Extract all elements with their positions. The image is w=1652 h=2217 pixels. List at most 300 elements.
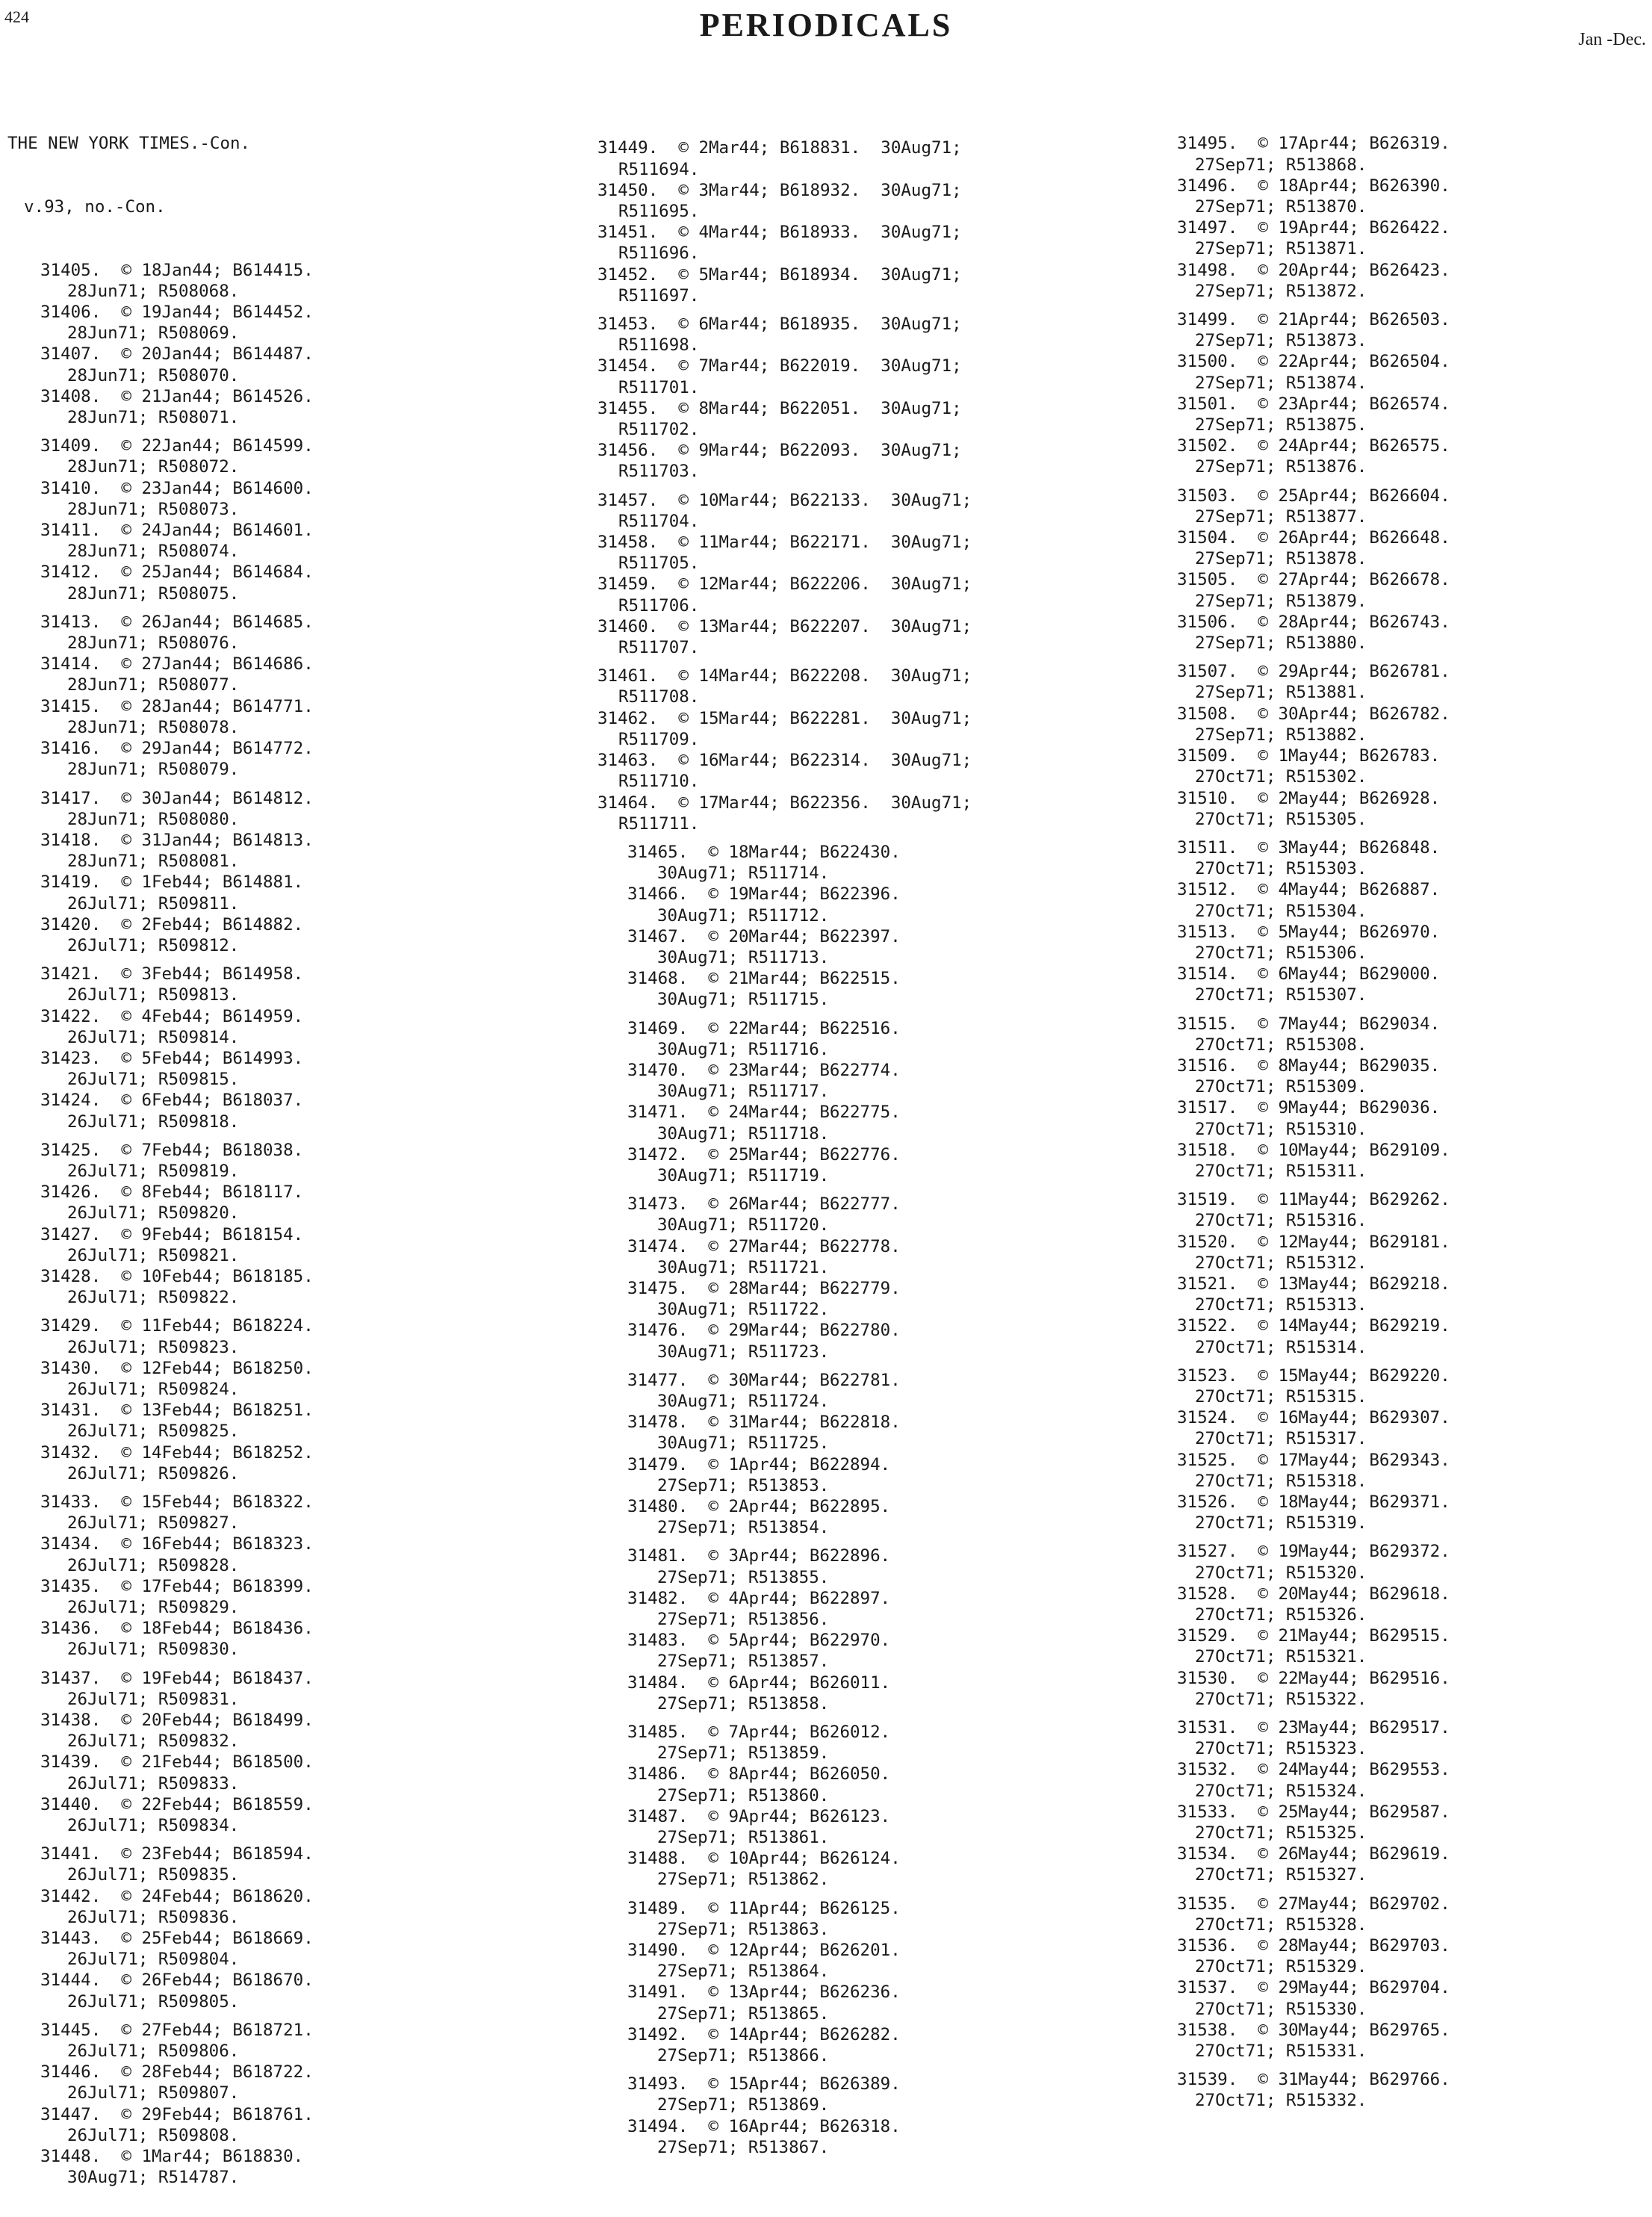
entry-line-1: 31464. © 17Mar44; B622356. 30Aug71; bbox=[597, 793, 972, 813]
entry-line-2: 28Jun71; R508081. bbox=[67, 852, 240, 872]
entry-line-1: 31510. © 2May44; B626928. bbox=[1177, 788, 1441, 808]
entry-line-2: 27Sep71; R513858. bbox=[657, 1693, 830, 1714]
entry-line-2: 26Jul71; R509830. bbox=[67, 1640, 240, 1660]
entry-line-2: 30Aug71; R511721. bbox=[657, 1257, 830, 1277]
entry-line-1: 31483. © 5Apr44; B622970. bbox=[627, 1631, 891, 1651]
entry-line-1: 31490. © 12Apr44; B626201. bbox=[627, 1941, 901, 1961]
entry-item bbox=[7, 302, 314, 344]
entry-item bbox=[1165, 661, 1450, 703]
entry-item bbox=[597, 1898, 972, 1940]
entry-line-1: 31414. © 27Jan44; B614686. bbox=[40, 654, 314, 675]
entry-line-2: 28Jun71; R508074. bbox=[67, 542, 240, 562]
entry-item bbox=[1165, 745, 1450, 787]
page-title: PERIODICALS bbox=[699, 7, 953, 43]
entry-item bbox=[7, 1844, 314, 1885]
entry-item bbox=[597, 968, 972, 1010]
entry-line-2: R511708. bbox=[618, 687, 700, 707]
entry-item bbox=[597, 440, 972, 482]
entry-line-1: 31463. © 16Mar44; B622314. 30Aug71; bbox=[597, 751, 972, 771]
entry-item bbox=[7, 696, 314, 738]
entry-line-2: R511694. bbox=[618, 159, 700, 179]
entry-gap bbox=[597, 1362, 972, 1370]
entry-line-1: 31518. © 10May44; B629109. bbox=[1177, 1140, 1450, 1160]
entry-line-1: 31520. © 12May44; B629181. bbox=[1177, 1232, 1450, 1252]
entry-item bbox=[1165, 176, 1450, 217]
entry-line-2: R511702. bbox=[618, 420, 700, 440]
entry-item bbox=[1165, 1315, 1450, 1357]
entry-item bbox=[1165, 1365, 1450, 1407]
entry-line-2: 27Sep71; R513877. bbox=[1195, 506, 1367, 527]
entry-line-2: 26Jul71; R509833. bbox=[67, 1773, 240, 1793]
entry-line-2: 27Sep71; R513865. bbox=[657, 2003, 830, 2024]
entry-line-1: 31465. © 18Mar44; B622430. bbox=[627, 842, 901, 862]
entry-line-1: 31451. © 4Mar44; B618933. 30Aug71; bbox=[597, 223, 962, 243]
entry-line-1: 31498. © 20Apr44; B626423. bbox=[1177, 260, 1450, 280]
entry-line-2: 30Aug71; R511724. bbox=[657, 1391, 830, 1411]
entry-item bbox=[597, 2116, 972, 2158]
entry-line-1: 31468. © 21Mar44; B622515. bbox=[627, 969, 901, 989]
entry-line-1: 31517. © 9May44; B629036. bbox=[1177, 1098, 1441, 1118]
entry-line-1: 31454. © 7Mar44; B622019. 30Aug71; bbox=[597, 356, 962, 376]
entry-line-2: 28Jun71; R508068. bbox=[67, 281, 240, 301]
entry-line-2: 30Aug71; R511718. bbox=[657, 1123, 830, 1144]
entry-line-1: 31508. © 30Apr44; B626782. bbox=[1177, 704, 1450, 724]
entry-item bbox=[1165, 879, 1450, 921]
entry-gap bbox=[1165, 1006, 1450, 1014]
entry-line-2: 28Jun71; R508078. bbox=[67, 717, 240, 737]
entry-item bbox=[7, 2104, 314, 2146]
entry-gap bbox=[7, 2012, 314, 2020]
entry-line-1: 31423. © 5Feb44; B614993. bbox=[40, 1048, 304, 1068]
entry-line-1: 31437. © 19Feb44; B618437. bbox=[40, 1668, 314, 1688]
entry-item bbox=[597, 708, 972, 750]
entry-line-2: 27Oct71; R515309. bbox=[1195, 1077, 1367, 1097]
entry-item bbox=[597, 1630, 972, 1672]
entry-gap bbox=[7, 1484, 314, 1492]
entry-line-1: 31496. © 18Apr44; B626390. bbox=[1177, 176, 1450, 196]
entry-item bbox=[7, 1140, 314, 1182]
entry-gap bbox=[597, 2066, 972, 2074]
entry-line-2: 27Sep71; R513863. bbox=[657, 1919, 830, 1939]
entry-item bbox=[1165, 1055, 1450, 1097]
entry-line-2: 26Jul71; R509829. bbox=[67, 1598, 240, 1618]
entry-line-1: 31495. © 17Apr44; B626319. bbox=[1177, 134, 1450, 154]
entry-line-2: 26Jul71; R509813. bbox=[67, 985, 240, 1005]
entry-line-2: 27Oct71; R515329. bbox=[1195, 1957, 1367, 1977]
entry-line-2: 26Jul71; R509804. bbox=[67, 1950, 240, 1970]
entry-line-1: 31476. © 29Mar44; B622780. bbox=[627, 1321, 901, 1341]
entry-line-1: 31473. © 26Mar44; B622777. bbox=[627, 1194, 901, 1215]
entry-column-3 bbox=[1165, 91, 1450, 2133]
entry-line-1: 31446. © 28Feb44; B618722. bbox=[40, 2062, 314, 2083]
entry-list-1 bbox=[7, 260, 314, 2196]
entry-line-1: 31489. © 11Apr44; B626125. bbox=[627, 1898, 901, 1918]
entry-item bbox=[7, 435, 314, 477]
entry-item bbox=[597, 532, 972, 574]
entry-line-1: 31485. © 7Apr44; B626012. bbox=[627, 1723, 891, 1743]
entry-line-2: 27Sep71; R513859. bbox=[657, 1743, 830, 1764]
entry-line-1: 31507. © 29Apr44; B626781. bbox=[1177, 662, 1450, 682]
entry-line-2: 27Oct71; R515321. bbox=[1195, 1647, 1367, 1667]
entry-item bbox=[1165, 1584, 1450, 1625]
entry-item bbox=[597, 490, 972, 532]
entry-item bbox=[7, 1886, 314, 1928]
entry-line-2: 26Jul71; R509814. bbox=[67, 1027, 240, 1047]
entry-item bbox=[597, 1764, 972, 1805]
entry-item bbox=[7, 344, 314, 385]
entry-item bbox=[7, 1492, 314, 1534]
entry-item bbox=[597, 842, 972, 884]
entry-line-2: 27Sep71; R513870. bbox=[1195, 197, 1367, 217]
entry-line-1: 31449. © 2Mar44; B618831. 30Aug71; bbox=[597, 138, 962, 158]
entry-item bbox=[1165, 133, 1450, 175]
entry-line-1: 31531. © 23May44; B629517. bbox=[1177, 1718, 1450, 1738]
entry-line-2: 30Aug71; R511713. bbox=[657, 947, 830, 967]
entry-item bbox=[597, 1144, 972, 1186]
entry-line-2: 26Jul71; R509835. bbox=[67, 1865, 240, 1885]
entry-line-2: 26Jul71; R509827. bbox=[67, 1513, 240, 1534]
date-range: Jan -Dec. bbox=[1578, 30, 1646, 49]
entry-item bbox=[597, 1412, 972, 1454]
entry-item bbox=[1165, 1977, 1450, 2019]
entry-line-2: 26Jul71; R509806. bbox=[67, 2041, 240, 2062]
entry-gap bbox=[7, 956, 314, 964]
entry-item bbox=[597, 1588, 972, 1630]
entry-line-1: 31536. © 28May44; B629703. bbox=[1177, 1936, 1450, 1956]
entry-item bbox=[597, 1722, 972, 1764]
entry-item bbox=[1165, 569, 1450, 611]
entry-item bbox=[597, 1806, 972, 1848]
entry-line-2: 27Oct71; R515313. bbox=[1195, 1295, 1367, 1315]
entry-line-1: 31530. © 22May44; B629516. bbox=[1177, 1668, 1450, 1688]
entry-line-2: R511704. bbox=[618, 511, 700, 531]
entry-item bbox=[597, 180, 972, 222]
entry-line-1: 31416. © 29Jan44; B614772. bbox=[40, 739, 314, 759]
entry-line-2: 27Oct71; R515326. bbox=[1195, 1605, 1367, 1625]
page-number: 424 bbox=[4, 7, 29, 26]
entry-line-2: 30Aug71; R511725. bbox=[657, 1433, 830, 1454]
entry-gap bbox=[1165, 654, 1450, 661]
entry-item bbox=[1165, 1894, 1450, 1935]
entry-line-1: 31501. © 23Apr44; B626574. bbox=[1177, 394, 1450, 414]
entry-line-1: 31467. © 20Mar44; B622397. bbox=[627, 926, 901, 946]
entry-item bbox=[597, 264, 972, 306]
entry-item bbox=[1165, 1274, 1450, 1315]
entry-line-2: 27Oct71; R515308. bbox=[1195, 1035, 1367, 1055]
entry-item bbox=[1165, 612, 1450, 654]
entry-line-2: 26Jul71; R509819. bbox=[67, 1161, 240, 1181]
entry-line-2: 27Oct71; R515330. bbox=[1195, 1999, 1367, 2019]
entry-item bbox=[1165, 964, 1450, 1005]
entry-item bbox=[597, 884, 972, 925]
entry-line-1: 31516. © 8May44; B629035. bbox=[1177, 1055, 1441, 1076]
entry-line-2: 26Jul71; R509826. bbox=[67, 1463, 240, 1483]
entry-line-1: 31538. © 30May44; B629765. bbox=[1177, 2020, 1450, 2040]
entry-item bbox=[597, 1940, 972, 1982]
entry-line-1: 31445. © 27Feb44; B618721. bbox=[40, 2020, 314, 2040]
entry-line-2: 27Sep71; R513876. bbox=[1195, 457, 1367, 477]
entry-item bbox=[597, 2024, 972, 2066]
entry-line-2: 27Oct71; R515304. bbox=[1195, 901, 1367, 921]
entry-item bbox=[1165, 351, 1450, 393]
entry-line-1: 31527. © 19May44; B629372. bbox=[1177, 1542, 1450, 1562]
entry-line-2: R511706. bbox=[618, 595, 700, 616]
entry-item bbox=[7, 1534, 314, 1575]
entry-item bbox=[7, 1224, 314, 1266]
entry-line-1: 31481. © 3Apr44; B622896. bbox=[627, 1546, 891, 1566]
entry-line-2: 27Oct71; R515323. bbox=[1195, 1739, 1367, 1759]
entry-line-2: 27Sep71; R513878. bbox=[1195, 549, 1367, 569]
entry-item bbox=[1165, 1407, 1450, 1449]
entry-line-1: 31417. © 30Jan44; B614812. bbox=[40, 788, 314, 808]
entry-item bbox=[7, 1315, 314, 1357]
entry-gap bbox=[7, 781, 314, 788]
entry-line-2: 26Jul71; R509836. bbox=[67, 1907, 240, 1927]
entry-line-2: 27Oct71; R515302. bbox=[1195, 767, 1367, 787]
entry-line-1: 31469. © 22Mar44; B622516. bbox=[627, 1018, 901, 1038]
entry-line-2: 27Oct71; R515305. bbox=[1195, 809, 1367, 829]
entry-line-1: 31443. © 25Feb44; B618669. bbox=[40, 1929, 314, 1949]
entry-item bbox=[7, 260, 314, 302]
entry-line-2: 28Jun71; R508076. bbox=[67, 633, 240, 654]
entry-line-1: 31418. © 31Jan44; B614813. bbox=[40, 830, 314, 850]
entry-line-1: 31419. © 1Feb44; B614881. bbox=[40, 872, 304, 893]
entry-item bbox=[1165, 1189, 1450, 1231]
entry-line-2: 30Aug71; R511720. bbox=[657, 1215, 830, 1235]
entry-item bbox=[7, 654, 314, 695]
entry-line-1: 31500. © 22Apr44; B626504. bbox=[1177, 352, 1450, 372]
entry-line-2: R511696. bbox=[618, 244, 700, 264]
entry-line-2: 26Jul71; R509825. bbox=[67, 1421, 240, 1442]
entry-item bbox=[597, 1545, 972, 1587]
entry-item bbox=[7, 788, 314, 830]
entry-line-2: 27Sep71; R513869. bbox=[657, 2095, 830, 2115]
entry-item bbox=[1165, 309, 1450, 351]
entry-item bbox=[7, 1048, 314, 1090]
entry-line-1: 31412. © 25Jan44; B614684. bbox=[40, 562, 314, 583]
entry-item bbox=[1165, 1450, 1450, 1492]
entry-item bbox=[7, 1576, 314, 1618]
entry-line-1: 31494. © 16Apr44; B626318. bbox=[627, 2116, 901, 2136]
volume-heading: v.93, no.-Con. bbox=[24, 197, 166, 217]
entry-item bbox=[597, 1454, 972, 1496]
entry-line-1: 31521. © 13May44; B629218. bbox=[1177, 1274, 1450, 1294]
entry-gap bbox=[597, 483, 972, 490]
entry-line-1: 31505. © 27Apr44; B626678. bbox=[1177, 570, 1450, 590]
entry-line-2: 26Jul71; R509808. bbox=[67, 2125, 240, 2145]
entry-line-1: 31422. © 4Feb44; B614959. bbox=[40, 1006, 304, 1026]
entry-item bbox=[7, 1794, 314, 1836]
entry-item bbox=[597, 1102, 972, 1144]
entry-item bbox=[7, 2020, 314, 2062]
entry-item bbox=[7, 1752, 314, 1793]
entry-line-1: 31428. © 10Feb44; B618185. bbox=[40, 1266, 314, 1286]
entry-line-1: 31430. © 12Feb44; B618250. bbox=[40, 1358, 314, 1378]
entry-line-2: 27Oct71; R515322. bbox=[1195, 1689, 1367, 1709]
entry-item bbox=[1165, 2020, 1450, 2062]
entry-line-2: 27Oct71; R515306. bbox=[1195, 943, 1367, 963]
entry-item bbox=[597, 356, 972, 397]
entry-line-2: 27Oct71; R515317. bbox=[1195, 1429, 1367, 1449]
entry-line-2: 27Oct71; R515307. bbox=[1195, 985, 1367, 1005]
entry-line-1: 31439. © 21Feb44; B618500. bbox=[40, 1752, 314, 1773]
entry-item bbox=[597, 1060, 972, 1102]
entry-line-2: 26Jul71; R509818. bbox=[67, 1111, 240, 1132]
entry-gap bbox=[1165, 478, 1450, 486]
entry-line-1: 31478. © 31Mar44; B622818. bbox=[627, 1413, 901, 1433]
entry-item bbox=[7, 1266, 314, 1308]
entry-gap bbox=[597, 1538, 972, 1545]
entry-gap bbox=[1165, 1358, 1450, 1365]
entry-line-2: R511709. bbox=[618, 729, 700, 749]
entry-item bbox=[7, 914, 314, 956]
entry-item bbox=[7, 562, 314, 604]
entry-line-2: 27Sep71; R513873. bbox=[1195, 331, 1367, 351]
entry-line-2: 27Oct71; R515328. bbox=[1195, 1914, 1367, 1935]
entry-gap bbox=[597, 1891, 972, 1898]
entry-line-2: 28Jun71; R508079. bbox=[67, 760, 240, 780]
entry-line-1: 31458. © 11Mar44; B622171. 30Aug71; bbox=[597, 533, 972, 553]
entry-line-1: 31512. © 4May44; B626887. bbox=[1177, 880, 1441, 900]
entry-line-1: 31522. © 14May44; B629219. bbox=[1177, 1316, 1450, 1336]
entry-line-1: 31474. © 27Mar44; B622778. bbox=[627, 1236, 901, 1256]
entry-list-2 bbox=[597, 137, 972, 2158]
entry-line-1: 31447. © 29Feb44; B618761. bbox=[40, 2104, 314, 2124]
entry-line-2: 26Jul71; R509811. bbox=[67, 893, 240, 914]
entry-item bbox=[7, 2062, 314, 2103]
entry-item bbox=[597, 1496, 972, 1538]
entry-item bbox=[1165, 922, 1450, 964]
entry-item bbox=[597, 1018, 972, 1060]
entry-gap bbox=[7, 1132, 314, 1140]
entry-item bbox=[7, 1400, 314, 1442]
entry-item bbox=[1165, 1140, 1450, 1182]
publication-heading: THE NEW YORK TIMES.-Con. bbox=[7, 134, 251, 154]
entry-line-1: 31405. © 18Jan44; B614415. bbox=[40, 260, 314, 280]
entry-line-1: 31441. © 23Feb44; B618594. bbox=[40, 1844, 314, 1864]
entry-line-1: 31444. © 26Feb44; B618670. bbox=[40, 1971, 314, 1991]
entry-line-2: 27Sep71; R513861. bbox=[657, 1828, 830, 1848]
entry-item bbox=[597, 750, 972, 792]
entry-line-1: 31487. © 9Apr44; B626123. bbox=[627, 1806, 891, 1826]
entry-item bbox=[7, 478, 314, 520]
entry-line-1: 31433. © 15Feb44; B618322. bbox=[40, 1492, 314, 1512]
entry-gap bbox=[1165, 302, 1450, 309]
entry-line-1: 31532. © 24May44; B629553. bbox=[1177, 1760, 1450, 1780]
entry-item bbox=[597, 1672, 972, 1714]
entry-line-1: 31434. © 16Feb44; B618323. bbox=[40, 1534, 314, 1554]
entry-gap bbox=[597, 834, 972, 842]
entry-line-1: 31461. © 14Mar44; B622208. 30Aug71; bbox=[597, 666, 972, 686]
entry-line-1: 31440. © 22Feb44; B618559. bbox=[40, 1794, 314, 1814]
entry-line-1: 31484. © 6Apr44; B626011. bbox=[627, 1672, 891, 1693]
entry-line-1: 31506. © 28Apr44; B626743. bbox=[1177, 612, 1450, 632]
entry-line-2: 27Sep71; R513853. bbox=[657, 1475, 830, 1495]
entry-line-2: R511698. bbox=[618, 335, 700, 356]
entry-gap bbox=[597, 1714, 972, 1722]
entry-line-2: R511705. bbox=[618, 554, 700, 574]
entry-line-1: 31460. © 13Mar44; B622207. 30Aug71; bbox=[597, 616, 972, 636]
entry-item bbox=[7, 1970, 314, 2012]
entry-line-1: 31534. © 26May44; B629619. bbox=[1177, 1844, 1450, 1864]
entry-item bbox=[597, 2074, 972, 2115]
entry-line-1: 31493. © 15Apr44; B626389. bbox=[627, 2074, 901, 2094]
entry-line-2: 26Jul71; R509831. bbox=[67, 1689, 240, 1709]
entry-item bbox=[1165, 1014, 1450, 1055]
entry-line-1: 31499. © 21Apr44; B626503. bbox=[1177, 310, 1450, 330]
entry-line-2: 27Sep71; R513879. bbox=[1195, 591, 1367, 611]
entry-item bbox=[597, 1320, 972, 1362]
entry-line-2: R511701. bbox=[618, 377, 700, 397]
entry-line-2: 27Sep71; R513855. bbox=[657, 1567, 830, 1587]
entry-line-1: 31535. © 27May44; B629702. bbox=[1177, 1894, 1450, 1914]
entry-item bbox=[7, 830, 314, 872]
entry-item bbox=[597, 314, 972, 356]
entry-line-2: 27Oct71; R515311. bbox=[1195, 1161, 1367, 1181]
entry-line-1: 31475. © 28Mar44; B622779. bbox=[627, 1278, 901, 1298]
entry-line-2: 26Jul71; R509807. bbox=[67, 2083, 240, 2103]
entry-line-2: 27Sep71; R513854. bbox=[657, 1518, 830, 1538]
entry-line-2: 27Oct71; R515314. bbox=[1195, 1337, 1367, 1357]
entry-line-1: 31424. © 6Feb44; B618037. bbox=[40, 1091, 304, 1111]
entry-line-2: 28Jun71; R508073. bbox=[67, 499, 240, 519]
entry-item bbox=[7, 1358, 314, 1400]
entry-item bbox=[1165, 788, 1450, 830]
entry-gap bbox=[1165, 2062, 1450, 2069]
entry-line-2: 30Aug71; R511719. bbox=[657, 1165, 830, 1185]
entry-line-2: 26Jul71; R509815. bbox=[67, 1070, 240, 1090]
entry-line-1: 31432. © 14Feb44; B618252. bbox=[40, 1442, 314, 1463]
entry-gap bbox=[1165, 830, 1450, 837]
entry-line-2: 30Aug71; R511722. bbox=[657, 1300, 830, 1320]
entry-gap bbox=[7, 2189, 314, 2196]
entry-item bbox=[597, 793, 972, 834]
entry-column-1 bbox=[7, 91, 314, 2217]
entry-line-1: 31503. © 25Apr44; B626604. bbox=[1177, 486, 1450, 506]
entry-line-1: 31480. © 2Apr44; B622895. bbox=[627, 1497, 891, 1516]
entry-line-1: 31442. © 24Feb44; B618620. bbox=[40, 1886, 314, 1906]
entry-line-2: 26Jul71; R509805. bbox=[67, 1991, 240, 2012]
entry-line-2: 30Aug71; R511717. bbox=[657, 1082, 830, 1102]
entry-line-1: 31431. © 13Feb44; B618251. bbox=[40, 1401, 314, 1421]
entry-item bbox=[1165, 1759, 1450, 1801]
entry-item bbox=[1165, 837, 1450, 879]
entry-line-2: 28Jun71; R508071. bbox=[67, 408, 240, 428]
entry-line-1: 31455. © 8Mar44; B622051. 30Aug71; bbox=[597, 398, 962, 418]
entry-line-1: 31497. © 19Apr44; B626422. bbox=[1177, 218, 1450, 238]
entry-line-2: 26Jul71; R509828. bbox=[67, 1555, 240, 1575]
entry-line-1: 31429. © 11Feb44; B618224. bbox=[40, 1316, 314, 1336]
entry-gap bbox=[597, 1011, 972, 1018]
entry-item bbox=[1165, 486, 1450, 527]
entry-line-1: 31539. © 31May44; B629766. bbox=[1177, 2070, 1450, 2090]
entry-line-2: 27Sep71; R513874. bbox=[1195, 373, 1367, 393]
entry-line-1: 31436. © 18Feb44; B618436. bbox=[40, 1619, 314, 1639]
entry-item bbox=[1165, 704, 1450, 745]
entry-line-2: 26Jul71; R509820. bbox=[67, 1203, 240, 1224]
entry-line-1: 31525. © 17May44; B629343. bbox=[1177, 1450, 1450, 1470]
entry-line-2: 28Jun71; R508069. bbox=[67, 323, 240, 344]
entry-line-1: 31425. © 7Feb44; B618038. bbox=[40, 1140, 304, 1160]
entry-line-1: 31472. © 25Mar44; B622776. bbox=[627, 1144, 901, 1165]
entry-gap bbox=[1165, 1182, 1450, 1189]
entry-line-2: 27Sep71; R513860. bbox=[657, 1785, 830, 1805]
entry-line-1: 31529. © 21May44; B629515. bbox=[1177, 1626, 1450, 1646]
entry-line-1: 31462. © 15Mar44; B622281. 30Aug71; bbox=[597, 708, 972, 728]
entry-line-2: 30Aug71; R511723. bbox=[657, 1342, 830, 1362]
entry-line-1: 31406. © 19Jan44; B614452. bbox=[40, 303, 314, 323]
entry-line-2: R511711. bbox=[618, 813, 700, 834]
